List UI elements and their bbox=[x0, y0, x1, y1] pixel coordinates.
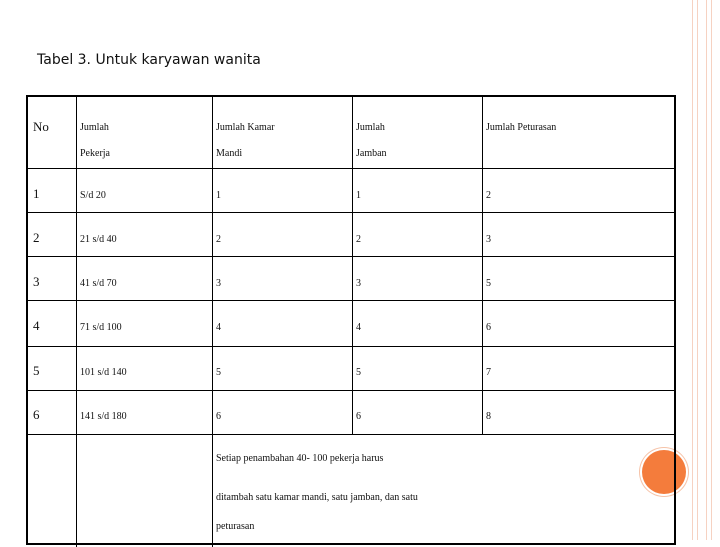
row-1-peturasan: 2 bbox=[486, 190, 491, 201]
row-1-jamban: 1 bbox=[356, 190, 361, 201]
row-3-kamar-mandi: 3 bbox=[216, 278, 221, 289]
row-divider bbox=[28, 212, 674, 213]
row-divider bbox=[28, 300, 674, 301]
header-kamar-mandi-line2: Mandi bbox=[216, 148, 243, 159]
header-jamban-line1: Jumlah bbox=[356, 122, 385, 133]
header-jumlah-pekerja-line2: Pekerja bbox=[80, 148, 110, 159]
row-5-jamban: 5 bbox=[356, 367, 361, 378]
row-6-jamban: 6 bbox=[356, 411, 361, 422]
row-1-kamar-mandi: 1 bbox=[216, 190, 221, 201]
note-line-3: peturasan bbox=[216, 521, 255, 532]
row-divider bbox=[28, 168, 674, 169]
row-2-peturasan: 3 bbox=[486, 234, 491, 245]
header-jamban-line2: Jamban bbox=[356, 148, 387, 159]
note-line-1: Setiap penambahan 40- 100 pekerja harus bbox=[216, 453, 384, 464]
header-jumlah-pekerja-line1: Jumlah bbox=[80, 122, 109, 133]
row-5-pekerja: 101 s/d 140 bbox=[80, 367, 127, 378]
row-3-jamban: 3 bbox=[356, 278, 361, 289]
row-2-no: 2 bbox=[33, 230, 40, 245]
row-3-no: 3 bbox=[33, 274, 40, 289]
row-6-peturasan: 8 bbox=[486, 411, 491, 422]
row-4-peturasan: 6 bbox=[486, 322, 491, 333]
note-line-2: ditambah satu kamar mandi, satu jamban, dan satu bbox=[216, 492, 418, 503]
row-4-pekerja: 71 s/d 100 bbox=[80, 322, 122, 333]
row-divider bbox=[28, 390, 674, 391]
row-6-pekerja: 141 s/d 180 bbox=[80, 411, 127, 422]
row-5-peturasan: 7 bbox=[486, 367, 491, 378]
header-no: No bbox=[33, 119, 49, 134]
row-4-jamban: 4 bbox=[356, 322, 361, 333]
header-kamar-mandi-line1: Jumlah Kamar bbox=[216, 122, 275, 133]
row-1-no: 1 bbox=[33, 186, 40, 201]
row-6-no: 6 bbox=[33, 407, 40, 422]
row-2-jamban: 2 bbox=[356, 234, 361, 245]
row-3-pekerja: 41 s/d 70 bbox=[80, 278, 117, 289]
row-divider bbox=[28, 434, 674, 435]
decorative-side-lines bbox=[692, 0, 712, 540]
header-peturasan: Jumlah Peturasan bbox=[486, 122, 557, 133]
row-divider bbox=[28, 256, 674, 257]
row-6-kamar-mandi: 6 bbox=[216, 411, 221, 422]
column-divider bbox=[76, 97, 77, 547]
row-5-kamar-mandi: 5 bbox=[216, 367, 221, 378]
column-divider bbox=[212, 97, 213, 547]
row-5-no: 5 bbox=[33, 363, 40, 378]
row-1-pekerja: S/d 20 bbox=[80, 190, 106, 201]
row-2-kamar-mandi: 2 bbox=[216, 234, 221, 245]
row-3-peturasan: 5 bbox=[486, 278, 491, 289]
row-4-no: 4 bbox=[33, 318, 40, 333]
row-divider bbox=[28, 346, 674, 347]
employee-facilities-table bbox=[26, 95, 676, 545]
row-4-kamar-mandi: 4 bbox=[216, 322, 221, 333]
table-title: Tabel 3. Untuk karyawan wanita bbox=[37, 52, 261, 68]
column-divider bbox=[352, 97, 353, 434]
column-divider bbox=[482, 97, 483, 434]
row-2-pekerja: 21 s/d 40 bbox=[80, 234, 117, 245]
